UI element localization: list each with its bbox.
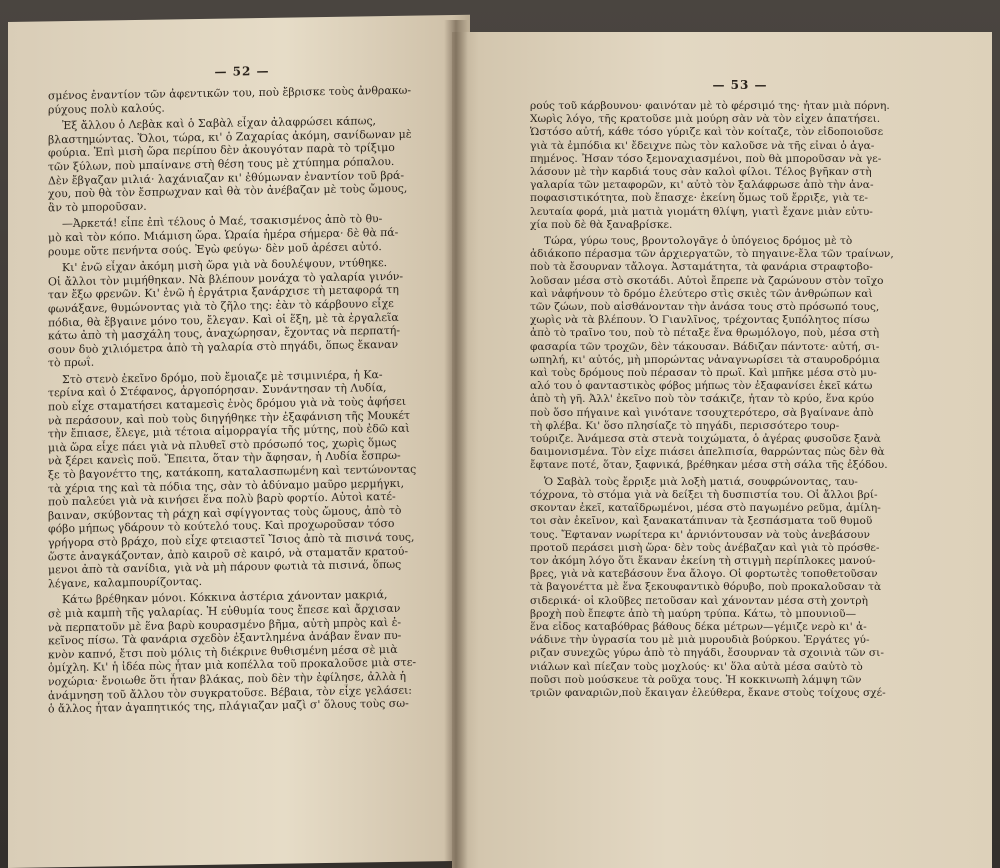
text-line: ποὺ ὅσο πήγαινε καὶ γινότανε τσουχτερότερο, σὰ βγαίνανε ἀπὸ — [530, 406, 874, 419]
text-line: ἕνα εἶδος καταβόθρας βάθους δέκα μέτρων—γέμιζε νερὸ κι' ἀ- — [530, 620, 867, 633]
text-line: Δὲν ἔβγαζαν μιλιά· λαχάνιαζαν κι' ἐθύμωναν ἐναντίον τοῦ βρά- — [48, 168, 405, 187]
text-line: βροχὴ ποὺ ἔπεφτε ἀπὸ τὴ μαύρη τρύπα. Κάτω, τὸ μπουνιοῦ— — [530, 607, 857, 620]
text-line: Οἱ ἄλλοι τὸν μιμήθηκαν. Νὰ βλέπουν μονάχα τὸ γαλαρία γινόν- — [48, 269, 404, 289]
text-line: ποῦσι ποὺ μούσκευε τὰ ροῦχα τους. Ἡ κοκκινωπὴ λάμψη τῶν — [530, 673, 862, 686]
right-page — [452, 32, 992, 868]
text-line: σκονταν ἐκεῖ, καταΐδρωμένοι, μέσα στὸ παγωμένο ρεῦμα, ἀμίλη- — [530, 502, 881, 515]
text-line: καὶ νἀφήνουν τὸ δρόμο ἐλεύτερο στὶς σκιὲς τῶν ἀνθρώπων καὶ — [530, 287, 873, 300]
text-line: νάδινε τὴν ὑγρασία του μὲ μιὰ μυρουδιὰ βούρκου. Ἐργάτες γύ- — [530, 634, 870, 647]
text-line: λοῦσαν μέσα στὸ σκοτάδι. Αὐτοὶ ἔπρεπε νὰ ζαρώνουν στὸν τοῖχο — [530, 274, 884, 287]
text-line: ἀδιάκοπο πέρασμα τῶν ἀρχιεργατῶν, τὸ πηγαινε-ἔλα τῶν τραίνων, — [530, 248, 894, 261]
text-line: Ὡστόσο αὐτή, κάθε τόσο γύριζε καὶ τὸν κοίταζε, τὸν εἰδοποιοῦσε — [530, 126, 884, 139]
paragraph — [530, 476, 950, 700]
text-line: καὶ τοὺς δρόμους ποὺ πέρασαν τὸ πρωΐ. Καὶ μπῆκε μέσα στὸ μυ- — [530, 367, 877, 380]
text-line: ρουμε οὔτε πενήντα σούς. Ἐγὼ φεύγω· δὲν μοῦ ἀρέσει αὐτό. — [48, 239, 382, 258]
text-line: κνὸν καπνό, ἔτσι ποὺ μόλις τὴ διέκρινε θυθισμένη μέσα σὲ μιὰ — [48, 642, 398, 662]
text-line: τριῶν φαναριῶν,ποὺ ἔκαιγαν ἐλεύθερα, ἔκανε στοὺς τοίχους σχέ- — [530, 686, 886, 699]
text-line: πόδια, θὰ ἔβγαινε μόνο του, ἔλεγαν. Καὶ οἱ ἕξη, μὲ τὰ ἐργαλεῖα — [48, 310, 399, 329]
text-line: βρες, γιὰ νὰ κατεβάσουν ἕνα ἄλογο. Οἱ φορτωτὲς τοποθετοῦσαν — [530, 568, 878, 581]
text-line: γρήγορα στὸ βράχο, ποὺ εἶχε φτειαστεῖ Ἴσιος ἀπὸ τὰ πισινά τους, — [48, 530, 415, 550]
text-line: κάτω ἀπὸ τὴ μασχάλη τους, ἀναχώρησαν, ἔχοντας νὰ περπατή- — [48, 323, 401, 343]
paragraph — [530, 100, 950, 232]
left-page — [8, 15, 470, 868]
paragraph — [48, 113, 436, 214]
text-line: φωνάξανε, θυμώνοντας γιὰ τὸ ζῆλο της: ἐὰν τὸ κάρβουνο εἶχε — [48, 296, 394, 316]
paragraph — [48, 83, 436, 116]
text-line: Στὸ στενὸ ἐκεῖνο δρόμο, ποὺ ἔμοιαζε μὲ τσιμινιέρα, ἡ Κα- — [62, 367, 383, 387]
text-line: ταν ἔξω φρενῶν. Κι' ἐνῶ ἡ ἐργάτρια ξανάρχισε τὴ μεταφορά τη — [48, 283, 399, 302]
text-line: Τώρα, γύρω τους, βροντολογᾶγε ὁ ὑπόγειος δρόμος μὲ τὸ — [544, 235, 853, 248]
text-line: ἀπὸ τὴ γῆ. Ἀλλ' ἐκεῖνο ποὺ τὸν τσάκιζε, ἦταν τὸ κρύο, ἕνα κρύο — [530, 393, 875, 406]
text-line: μὸ καὶ τὸν κόπο. Μιάμιση ὥρα. Ὡραία ἡμέρα σήμερα· δὲ θὰ πά- — [48, 225, 399, 245]
text-line: λευταία φορά, μιὰ ματιὰ γιομάτη θλίψη, γιατὶ ἔχανε μιὰν εὐτυ- — [530, 205, 873, 218]
text-line: νοχώρια· ἔνοιωθε ὅτι ἦταν βλάκας, ποὺ δὲν τὴν ἐφίλησε, ἀλλὰ ἡ — [48, 669, 407, 689]
text-line: μενοι ἀπὸ τὰ σανίδια, γιὰ νὰ μὴ πάρουν φωτιὰ τὰ πισινά, ὅπως — [48, 558, 402, 577]
text-line: σουν δυὸ χιλιόμετρα ἀπὸ τὴ γαλαρία στὸ πηγάδι, ὅπως ἔκαναν — [48, 337, 399, 357]
text-line: σὲ μιὰ καμπὴ τῆς γαλαρίας. Ἡ εὐθυμία τους ἔπεσε καὶ ἄρχισαν — [48, 601, 401, 621]
text-line: βλαστημώντας. Ὅλοι, τώρα, κι' ὁ Ζαχαρίας ἀκόμη, σανίδωναν μὲ — [48, 127, 412, 147]
text-line: Κι' ἐνῶ εἶχαν ἀκόμη μισὴ ὥρα γιὰ νὰ δουλέψουν, ντύθηκε. — [62, 256, 388, 275]
text-line: κεῖνος πίσω. Τὰ φανάρια σχεδὸν ἐξαντλημένα ἀνάβαν ἕναν πυ- — [48, 628, 402, 648]
text-line: σμένος ἐναντίον τῶν ἀφεντικῶν του, ποὺ ἔβρισκε τοὺς ἀνθρακω- — [48, 83, 412, 103]
left-page-text — [48, 83, 436, 716]
text-line: προτοῦ περάσει μισὴ ὥρα· δὲν τοὺς ἀνέβαζαν καὶ γιὰ τὸ πρόσθε- — [530, 541, 880, 554]
text-line: ὁ ἄλλος ἦταν ἀγαπητικός της, πλάγιαζαν μαζὶ σ' ὅλους τοὺς σω- — [48, 696, 409, 716]
text-line: τὰ χέρια της καὶ τὰ πόδια της, σὰν τὸ ἀδύναμο μαῦρο μερμήγκι, — [48, 476, 405, 495]
text-line: ριζαν συνεχῶς γύρω ἀπὸ τὸ πηγάδι, ἔσουρναν τὰ σχοινιὰ τῶν σι- — [530, 647, 884, 660]
text-line: τῶν ξύλων, ποὺ μπαίνανε στὴ θέση τους μὲ χτύπημα ρόπαλου. — [48, 154, 395, 174]
paragraph — [530, 235, 950, 473]
text-line: τῶν ζώων, ποὺ αἰσθάνονταν τὴν ἀνάσα τους στὸ πρόσωπό τους, — [530, 301, 880, 314]
text-line: Κάτω βρέθηκαν μόνοι. Κόκκινα ἀστέρια χάνονταν μακριά, — [62, 588, 388, 607]
text-line: γιὰ τὰ ἐμπόδια κι' ἔδειχνε πὼς τὸν καλοῦσε νὰ τῆς εἶναι ὁ ἀγα- — [530, 139, 875, 152]
text-line: χία ποὺ δὲ θὰ ξαναβρίσκε. — [530, 218, 673, 231]
text-line: Ἐξ ἄλλου ὁ Λεβὰκ καὶ ὁ Σαβὰλ εἶχαν ἀλαφρώσει κάπως, — [62, 114, 377, 133]
paragraph — [48, 588, 436, 716]
text-line: λέγανε, καλαμπουρίζοντας. — [48, 574, 203, 591]
text-line: χωρὶς νὰ τὰ βλέπουν. Ὁ Γιανλῖνος, τρέχοντας ξυπόλητος πίσω — [530, 314, 870, 327]
text-line: νὰ περπατοῦν μὲ ἕνα βαρὺ κουρασμένο βῆμα, αὐτὴ μπρὸς καὶ ἐ- — [48, 615, 402, 634]
text-line: πημένος. Ἦσαν τόσο ξεμοναχιασμένοι, ποὺ θὰ μποροῦσαν νὰ γε- — [530, 152, 882, 165]
text-line: ρούς τοῦ κάρβουνου· φαινόταν μὲ τὸ φέρσιμό της· ἦταν μιὰ πόρνη. — [530, 100, 890, 112]
text-line: φούρια. Ἐπὶ μισὴ ὥρα περίπου δὲν ἀκουγόταν παρὰ τὸ τρίξιμο — [48, 141, 395, 160]
paragraph — [48, 367, 436, 591]
text-line: τόχρονα, τὸ στόμα γιὰ νὰ δείξει τὴ δυσπιστία του. Οἱ ἄλλοι βρί- — [530, 488, 878, 501]
text-line: τοι σὰν ἐκεῖνον, καὶ ξανακατάπιναν τὰ ξεσπάσματα τοῦ θυμοῦ — [530, 515, 873, 528]
text-line: μιὰ ὥρα εἶχε πάει γιὰ νὰ πλυθεῖ στὸ πρόσωπό τος, χωρὶς ὅμως — [48, 435, 397, 455]
text-line: ἀνάμνηση τοῦ ἄλλου τὸν συγκρατοῦσε. Βέβαια, τὸν εἶχε γελάσει: — [48, 683, 412, 702]
paragraph — [48, 255, 436, 370]
text-line: ἀπὸ τὸ τραῖνο του, ποὺ τὸ πέταξε ἕνα θρωμόλογο, ποὺ, μέσα στὴ — [530, 327, 880, 340]
text-line: τὰ βαγονέττα μὲ ἕνα ξεκουφαντικὸ θόρυβο, ποὺ προκαλοῦσαν τὰ — [530, 581, 882, 594]
text-line: Ὁ Σαβὰλ τοὺς ἔρριξε μιὰ λοξὴ ματιά, σουφρώνοντας, ταυ- — [544, 475, 858, 488]
right-page-number: — 53 — — [712, 78, 768, 92]
text-line: τὴν ἔπιασε, ἔλεγε, μιὰ τέτοια αἱμορραγία τῆς μύτης, ποὺ ἐδῶ καὶ — [48, 421, 410, 441]
text-line: ἂν τὸ μποροῦσαν. — [48, 199, 147, 215]
text-line: σιδερικά· οἱ κλοῦβες πετοῦσαν καὶ χάνονταν μέσα στὴ χοντρὴ — [530, 594, 868, 607]
paragraph — [48, 212, 436, 259]
text-line: τούριζε. Ἀνάμεσα στὰ στενὰ τοιχώματα, ὁ ἀγέρας φυσοῦσε ξανὰ — [530, 433, 881, 446]
text-line: αλό του ὁ φανταστικὸς φόβος μήπως τὸν ἐξαφανίσει ἐκεῖ κάτω — [530, 380, 873, 393]
text-line: νὰ ξέρει κανεὶς ποῦ. Ἔπειτα, ὅταν τὴν ἄφησαν, ἡ Λυδία ἔσπρω- — [48, 449, 401, 468]
text-line: τους. Ἔφταναν νωρίτερα κι' ἀρνιόντουσαν νὰ τοὺς ἀνεβάσουν — [530, 528, 870, 541]
text-line: ποὺ τὰ ἔσουρναν τἄλογα. Ἀσταμάτητα, τὰ φανάρια στραφτοβο- — [530, 261, 873, 274]
left-page-number: — 52 — — [214, 63, 270, 79]
text-line: ξε τὸ βαγονέττο της, κατάκοπη, καταλασπωμένη καὶ τεντώνοντας — [48, 462, 417, 482]
right-page-text — [530, 100, 950, 700]
text-line: φόβο μήπως γδάρουν τὸ κούτελό τους. Καὶ προχωροῦσαν τόσο — [48, 517, 395, 536]
text-line: τὴ φλέβα. Κι' ὅσο πλησίαζε τὸ πηγάδι, περισσότερο τουρ- — [530, 419, 840, 432]
text-line: τον ἀκόμη λόγο ὅτι ἔκαναν ἐκείνη τὴ στιγμὴ περίπλοκες μανού- — [530, 554, 876, 567]
text-line: νὰ περάσουν, καὶ ποὺ τοὺς διηγήθηκε τὴν ἐξαφάνιση τῆς Μουκέτ — [48, 408, 411, 428]
text-line: δαιμονισμένα. Τὸν εἶχε πιάσει ἀπελπισία, θαρρώντας πὼς δὲν θὰ — [530, 446, 885, 459]
book-gutter — [444, 20, 468, 868]
text-line: χου, ποὺ θὰ τὸν ἔσπρωχναν καὶ θὰ τὸν ἀνέβαζαν μὲ τοὺς ὤμους, — [48, 181, 408, 201]
text-line: τὸ πρωΐ. — [48, 355, 95, 370]
text-line: ωπηλή, κι' αὐτός, μὴ μπορώντας νἀναγνωρίσει τὰ σταυροδρόμια — [530, 353, 880, 366]
text-line: ἔφτανε ποτέ, ὅταν, ξαφνικά, βρέθηκαν μέσα στὴ σάλα τῆς ἐξόδου. — [530, 459, 888, 472]
text-line: ὁμίχλη. Κι' ἡ ἰδέα πὼς ἦταν μιὰ κοπέλλα τοῦ προκαλοῦσε μιὰ στε- — [48, 655, 417, 675]
text-line: ποφασιστικότητα, ποὺ ἔπασχε· ἐκείνη ὅμως τοῦ ἔρριξε, γιὰ τε- — [530, 192, 868, 205]
text-line: ὥστε ἀναγκάζονταν, ἀπὸ καιροῦ σὲ καιρό, νὰ σταματᾶν κρατού- — [48, 544, 409, 563]
text-line: Χωρὶς λόγο, τῆς κρατοῦσε μιὰ μούρη σὰν νὰ τὸν εἶχεν ἀπατήσει. — [530, 113, 881, 126]
text-line: λάσουν μὲ τὴν καρδιά τους σὰν καλοὶ φίλοι. Τέλος βγῆκαν στὴ — [530, 166, 872, 179]
text-line: φασαρία τῶν τροχῶν, δὲν τάκουσαν. Βάδιζαν πάντοτε· αὐτή, σι- — [530, 340, 880, 353]
text-line: νιάλων καὶ πίεζαν τοὺς μοχλούς· κι' ὅλα αὐτὰ μέσα σαὐτὸ τὸ — [530, 660, 863, 673]
text-line: γαλαρία τῶν μεταφορῶν, κι' αὐτὸ τὸν ξαλάφρωσε ἀπὸ τὴν ἀνα- — [530, 179, 874, 192]
text-line: ποὺ εἶχε σταματήσει καταμεσὶς ἑνὸς δρόμου γιὰ νὰ τοὺς ἀφήσει — [48, 394, 407, 414]
text-line: ρύχους πολὺ καλούς. — [48, 101, 165, 116]
text-line: —Ἀρκετά! εἶπε ἐπὶ τέλους ὁ Μαέ, τσακισμένος ἀπὸ τὸ θυ- — [62, 212, 383, 231]
text-line: τερίνα καὶ ὁ Στέφανος, ἀργοπόρησαν. Συνάντησαν τὴ Λυδία, — [48, 381, 387, 400]
text-line: ποὺ παλεύει γιὰ νὰ κινήσει ἕνα πολὺ βαρὺ φορτίο. Αὐτοὶ κατέ- — [48, 490, 396, 509]
text-line: βαιναν, σκύβοντας τὴ ράχη καὶ σφίγγοντας τοὺς ὤμους, ἀπὸ τὸ — [48, 503, 402, 523]
